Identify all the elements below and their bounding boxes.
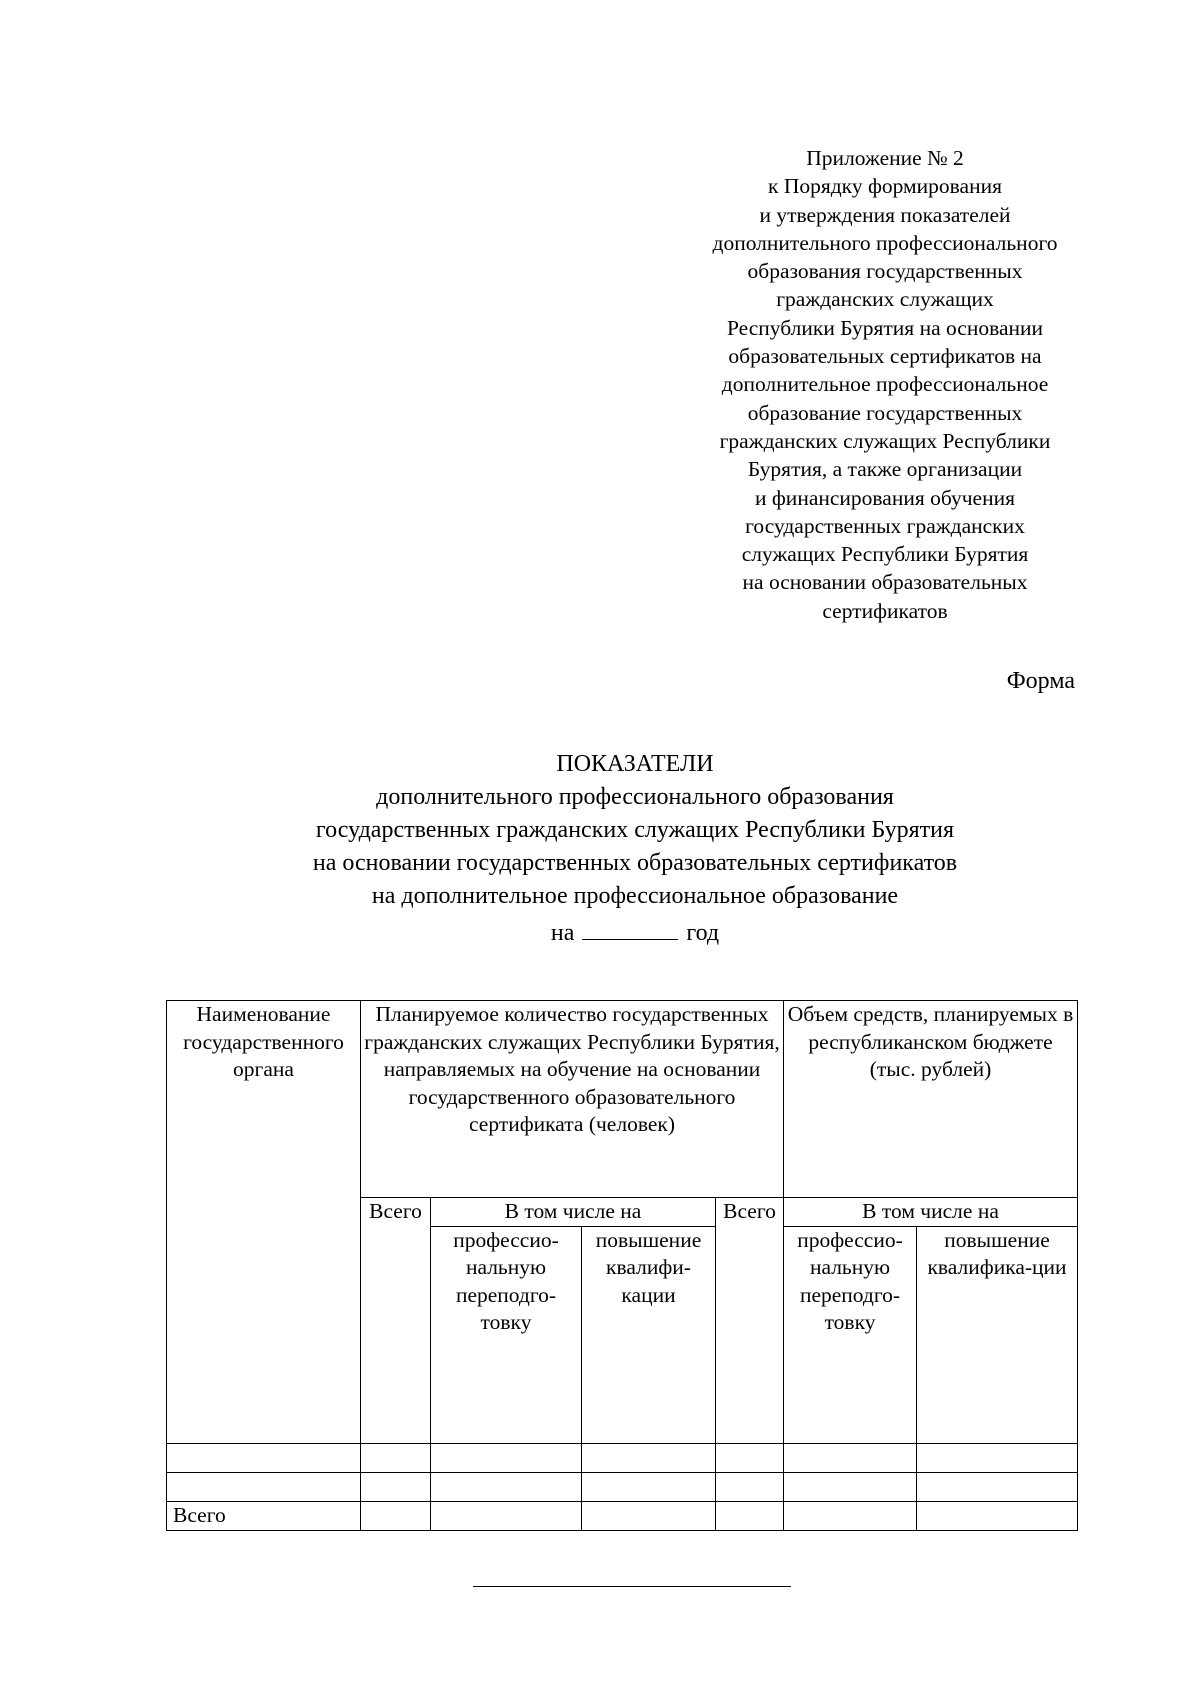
table-cell[interactable] [716, 1443, 784, 1472]
title-line: на дополнительное профессиональное образование [371, 883, 899, 909]
title-line: дополнительного профессионального образования [376, 784, 894, 810]
table-row [167, 1472, 1078, 1501]
year-suffix: год [686, 920, 720, 946]
appendix-line: и утверждения показателей [759, 202, 1011, 227]
table-cell[interactable] [167, 1443, 361, 1472]
appendix-line: сертификатов [822, 598, 948, 623]
appendix-line: образования государственных [747, 259, 1023, 284]
appendix-line: Приложение № 2 [806, 146, 964, 170]
title-year-line [160, 913, 1110, 950]
header-total-planned: Всего [361, 1198, 431, 1444]
header-qualification-funds: повышение квалифика-ции [917, 1226, 1078, 1443]
table-cell[interactable] [361, 1443, 431, 1472]
table-cell[interactable] [917, 1501, 1078, 1530]
header-including-planned: В том числе на [431, 1198, 716, 1227]
table-cell[interactable] [431, 1443, 582, 1472]
table-cell[interactable] [167, 1472, 361, 1501]
appendix-line: к Порядку формирования [768, 174, 1002, 199]
title-heading: ПОКАЗАТЕЛИ [556, 751, 714, 777]
table-cell[interactable] [431, 1472, 582, 1501]
appendix-line: государственных гражданских [745, 513, 1025, 538]
footer-divider [473, 1586, 791, 1587]
table-cell[interactable] [716, 1501, 784, 1530]
document-title [160, 748, 1110, 950]
table-cell[interactable] [784, 1443, 917, 1472]
table-cell[interactable] [582, 1443, 716, 1472]
header-funds: Объем средств, планируемых в республиканском бюджете (тыс. рублей) [784, 1001, 1078, 1198]
appendix-line: служащих Республики Бурятия [741, 542, 1029, 567]
table-cell[interactable] [917, 1472, 1078, 1501]
appendix-line: образование государственных [747, 400, 1023, 425]
header-retraining-planned: профессио-нальную переподго-товку [431, 1226, 582, 1443]
table-row [167, 1443, 1078, 1472]
total-row [167, 1501, 1078, 1530]
title-line: государственных гражданских служащих Республики Бурятия [315, 817, 955, 843]
appendix-line: гражданских служащих [776, 287, 994, 312]
appendix-line: Республики Бурятия на основании [726, 315, 1044, 340]
appendix-line: на основании образовательных [742, 570, 1028, 595]
table-cell[interactable] [784, 1501, 917, 1530]
table-cell[interactable] [784, 1472, 917, 1501]
header-org-name: Наименование государственного органа [167, 1001, 361, 1444]
year-prefix: на [550, 920, 575, 946]
appendix-line: и финансирования обучения [755, 485, 1015, 510]
table-cell[interactable] [431, 1501, 582, 1530]
appendix-line: дополнительного профессионального [712, 230, 1058, 255]
appendix-line: образовательных сертификатов на [728, 344, 1042, 369]
header-qualification-planned: повышение квалифи-кации [582, 1226, 716, 1443]
year-blank-field [582, 913, 678, 940]
table-cell[interactable] [716, 1472, 784, 1501]
header-planned-count: Планируемое количество государственных гражданских служащих Республики Бурятия, направляемых на обучение на основании государственного образовательного сертификата (человек) [361, 1001, 784, 1198]
appendix-line: Бурятия, а также организации [747, 457, 1023, 482]
appendix-block [690, 144, 1080, 625]
form-label: Форма [1006, 668, 1075, 694]
indicators-table [166, 1000, 1078, 1531]
header-row [167, 1001, 1078, 1198]
table-cell[interactable] [582, 1472, 716, 1501]
header-total-funds: Всего [716, 1198, 784, 1444]
table-cell[interactable] [582, 1501, 716, 1530]
appendix-line: гражданских служащих Республики [719, 428, 1051, 453]
appendix-line: дополнительное профессиональное [721, 372, 1049, 397]
header-retraining-funds: профессио-нальную переподго-товку [784, 1226, 917, 1443]
header-including-funds: В том числе на [784, 1198, 1078, 1227]
total-row-label: Всего [167, 1501, 361, 1530]
table-cell[interactable] [917, 1443, 1078, 1472]
table-cell[interactable] [361, 1501, 431, 1530]
title-line: на основании государственных образовательных сертификатов [312, 850, 958, 876]
table-cell[interactable] [361, 1472, 431, 1501]
